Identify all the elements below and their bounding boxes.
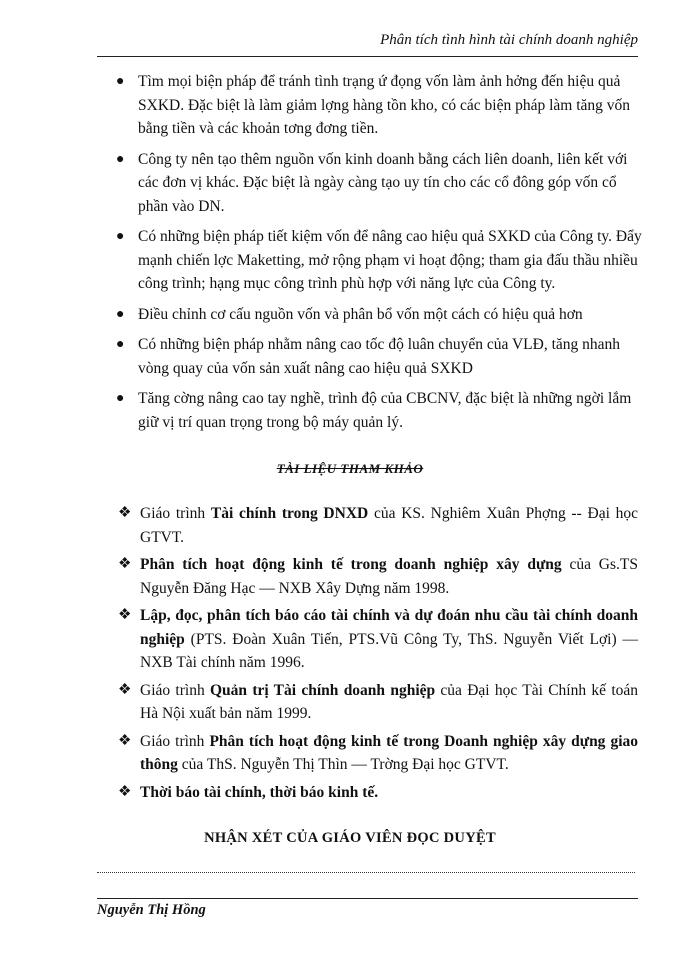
footer-author: Nguyễn Thị Hồng [97,902,206,918]
reference-details: của Đại học Tài Chính kế toán Hà Nội xuất bản năm 1999. [140,681,639,722]
list-item [110,225,644,296]
diamond-bullet-icon: ❖ [118,681,132,698]
bullet-dot-icon: ● [116,74,125,89]
list-item [110,70,644,141]
reference-title: Phân tích hoạt động kinh tế trong Doanh nghiệp xây dựng giao thông [140,732,639,773]
bullet-dot-icon: ● [116,151,125,167]
reference-details: của KS. Nghiêm Xuân Phợng -- Đại học GTVT. [140,505,638,546]
bullet-dot-icon: ● [116,391,125,406]
recommendations-list [110,70,644,441]
diamond-bullet-icon: ❖ [118,783,132,800]
references-heading: TÀI LIỆU THAM KHẢO [276,461,424,476]
comment-dotted-line [97,872,635,873]
reference-item [118,553,638,600]
bullet-dot-icon: ● [116,229,125,244]
reference-prefix: Giáo trình [140,505,211,522]
reference-title: Quản trị Tài chính doanh nghiệp [209,681,436,699]
list-item-text: Công ty nên tạo thêm nguồn vốn kinh doanh bằng cách liên doanh, liên kết với các đơn vị khác. Đặc biệt là ngày càng tạo uy tín cho các cổ đông góp vốn cổ phần vào DN. [138,150,628,215]
references-list [118,502,638,808]
list-item [110,303,644,327]
reference-details: của ThS. Nguyễn Thị Thìn — Trờng Đại học GTVT. [177,756,509,773]
reference-title: Tài chính trong DNXD [210,505,369,522]
reference-title: Lập, đọc, phân tích báo cáo tài chính và dự đoán nhu cầu tài chính doanh nghiệp [140,607,638,648]
page-header-title: Phân tích tình hình tài chính doanh nghiệp [380,32,638,48]
reference-prefix: Giáo trình [140,732,210,750]
diamond-bullet-icon: ❖ [118,732,132,749]
reference-item [118,679,638,726]
diamond-bullet-icon: ❖ [118,607,132,623]
diamond-bullet-icon: ❖ [118,556,132,572]
bullet-dot-icon: ● [116,306,125,322]
list-item-text: Có những biện pháp nhằm nâng cao tốc độ luân chuyển của VLĐ, tăng nhanh vòng quay của vốn sản xuất nâng cao hiệu quả SXKD [138,336,621,377]
footer-divider [97,898,638,899]
list-item-text: Tìm mọi biện pháp để tránh tình trạng ứ đọng vốn làm ảnh hởng đến hiệu quả SXKD. Đặc biệt là làm giảm lợng hàng tồn kho, có các biện pháp làm tăng vốn bằng tiền và các khoản tơng đơng tiền. [138,73,631,137]
reference-details: (PTS. Đoàn Xuân Tiến, PTS.Vũ Công Ty, ThS. Nguyễn Viết Lợi) — NXB Tài chính năm 1996. [140,630,638,671]
header-divider [97,56,638,57]
list-item [110,387,644,434]
reference-prefix: Giáo trình [140,681,210,699]
reference-item [118,730,638,777]
reviewer-comment-title: NHẬN XÉT CỦA GIÁO VIÊN ĐỌC DUYỆT [204,830,496,846]
reference-item [118,781,638,805]
reference-details: của Gs.TS Nguyễn Đăng Hạc — NXB Xây Dựng năm 1998. [140,556,638,597]
reference-title: Phân tích hoạt động kinh tế trong doanh nghiệp xây dựng [140,556,562,573]
list-item-text: Điều chỉnh cơ cấu nguồn vốn và phân bổ vốn một cách có hiệu quả hơn [138,305,583,323]
diamond-bullet-icon: ❖ [118,505,132,521]
list-item-text: Tăng cờng nâng cao tay nghề, trình độ của CBCNV, đặc biệt là những ngời lắm giữ vị trí quan trọng trong bộ máy quản lý. [138,390,632,431]
list-item [110,148,644,219]
list-item [110,333,644,380]
reference-item [118,502,638,549]
bullet-dot-icon: ● [116,337,125,352]
reference-item [118,604,638,675]
reference-title: Thời báo tài chính, thời báo kinh tế. [140,783,379,801]
list-item-text: Có những biện pháp tiết kiệm vốn để nâng cao hiệu quả SXKD của Công ty. Đẩy mạnh chiến lợc Maketting, mở rộng phạm vi hoạt động; tham gia đấu thầu nhiều công trình; hạng mục công trình phù hợp với năng lực của Công ty. [138,228,642,292]
